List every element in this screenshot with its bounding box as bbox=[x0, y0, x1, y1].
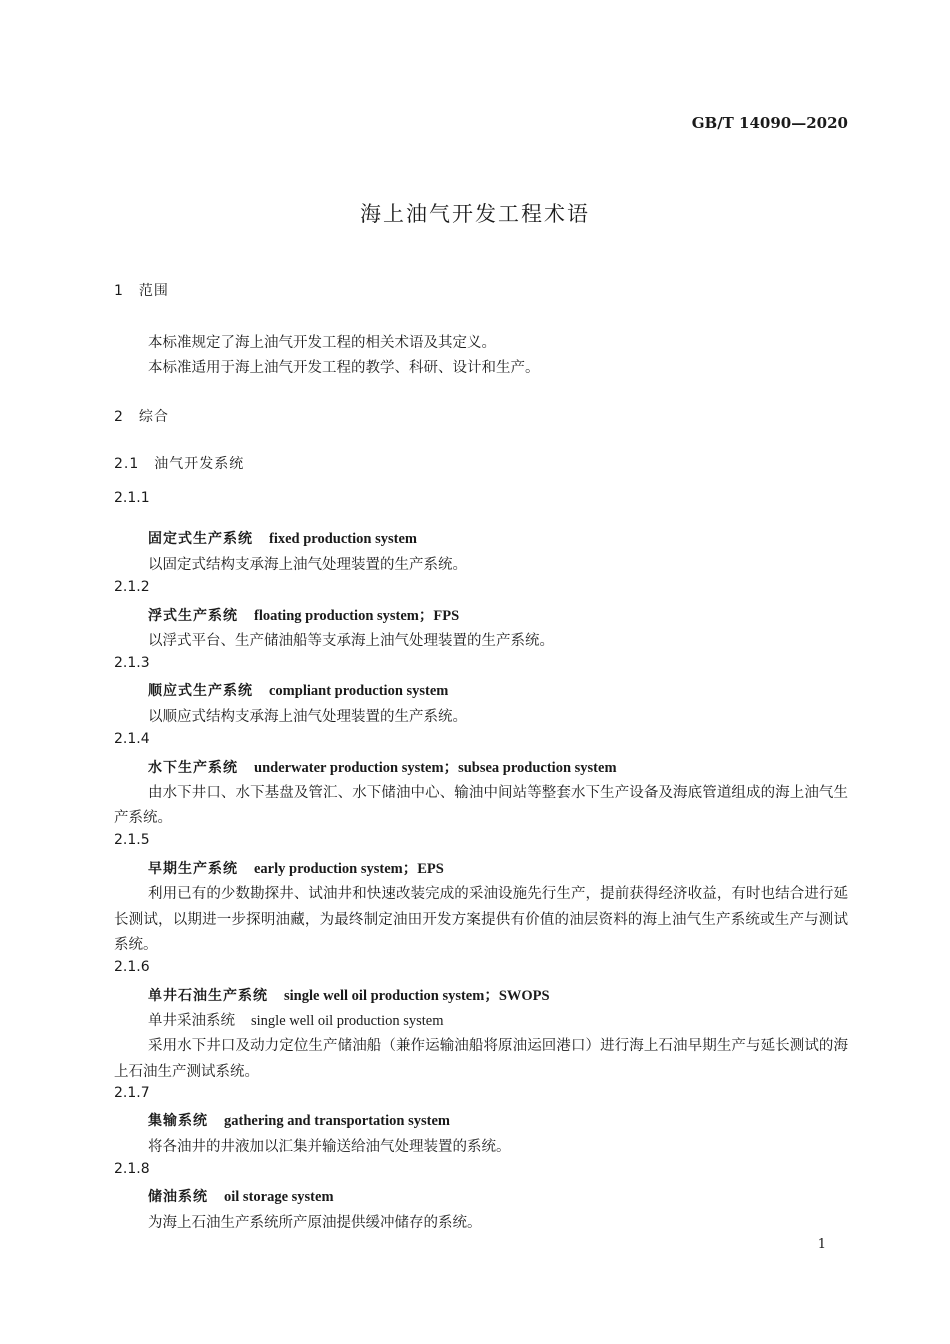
term-number: 2.1.1 bbox=[114, 490, 150, 506]
term-heading bbox=[148, 680, 448, 700]
term-zh: 水下生产系统 bbox=[148, 760, 238, 776]
term-number: 2.1.4 bbox=[114, 731, 150, 747]
term-number: 2.1.5 bbox=[114, 832, 150, 848]
term-zh: 单井石油生产系统 bbox=[148, 988, 268, 1004]
section-2-1-heading: 2.1 油气开发系统 bbox=[114, 456, 245, 472]
term-definition: 以固定式结构支承海上油气处理装置的生产系统。 bbox=[148, 557, 467, 573]
term-alternative bbox=[148, 1009, 444, 1030]
term-definition: 以浮式平台、生产储油船等支承海上油气处理装置的生产系统。 bbox=[148, 633, 554, 649]
section-1-heading: 1 范围 bbox=[114, 283, 169, 299]
term-heading bbox=[148, 528, 417, 548]
alt-term-zh: 单井采油系统 bbox=[148, 1013, 235, 1029]
term-number: 2.1.6 bbox=[114, 959, 150, 975]
term-zh: 浮式生产系统 bbox=[148, 608, 238, 624]
document-title: 海上油气开发工程术语 bbox=[360, 202, 590, 226]
term-number: 2.1.7 bbox=[114, 1085, 150, 1101]
term-heading bbox=[148, 604, 459, 625]
term-heading bbox=[148, 756, 617, 777]
section-1-paragraph: 本标准规定了海上油气开发工程的相关术语及其定义。 bbox=[148, 335, 496, 351]
term-number: 2.1.2 bbox=[114, 579, 150, 595]
term-definition: 将各油井的井液加以汇集并输送给油气处理装置的系统。 bbox=[148, 1139, 511, 1155]
term-zh: 早期生产系统 bbox=[148, 861, 238, 877]
term-definition: 由水下井口、水下基盘及管汇、水下储油中心、输油中间站等整套水下生产设备及海底管道组成的海上油气生产系统。 bbox=[114, 785, 848, 826]
term-heading bbox=[148, 1110, 450, 1130]
term-zh: 顺应式生产系统 bbox=[148, 683, 253, 699]
term-definition: 采用水下井口及动力定位生产储油船（兼作运输油船将原油运回港口）进行海上石油早期生产与延长测试的海上石油生产测试系统。 bbox=[114, 1038, 848, 1080]
term-heading bbox=[148, 857, 444, 878]
term-number: 2.1.3 bbox=[114, 655, 150, 671]
standard-code: GB/T 14090—2020 bbox=[691, 114, 848, 132]
page-number: 1 bbox=[817, 1237, 826, 1252]
section-1-paragraph: 本标准适用于海上油气开发工程的教学、科研、设计和生产。 bbox=[148, 360, 540, 376]
term-definition: 利用已有的少数勘探井、试油井和快速改装完成的采油设施先行生产，提前获得经济收益，有时也结合进行延长测试，以期进一步探明油藏，为最终制定油田开发方案提供有价值的油层资料的海上油气生产系统或生产与测试系统。 bbox=[114, 886, 848, 953]
term-en: gathering and transportation system bbox=[224, 1113, 450, 1129]
term-definition: 以顺应式结构支承海上油气处理装置的生产系统。 bbox=[148, 709, 467, 725]
term-definition: 为海上石油生产系统所产原油提供缓冲储存的系统。 bbox=[148, 1215, 482, 1231]
term-en: single well oil production system；SWOPS bbox=[284, 988, 550, 1004]
term-heading bbox=[148, 1186, 334, 1206]
term-zh: 集输系统 bbox=[148, 1113, 208, 1129]
term-zh: 储油系统 bbox=[148, 1189, 208, 1205]
term-en: oil storage system bbox=[224, 1189, 334, 1205]
term-en: floating production system；FPS bbox=[254, 608, 460, 624]
term-en: early production system；EPS bbox=[254, 861, 444, 877]
section-2-heading: 2 综合 bbox=[114, 409, 169, 425]
term-zh: 固定式生产系统 bbox=[148, 531, 253, 547]
term-en: underwater production system；subsea production system bbox=[254, 760, 617, 776]
term-en: compliant production system bbox=[269, 683, 449, 699]
term-heading bbox=[148, 984, 550, 1005]
term-number: 2.1.8 bbox=[114, 1161, 150, 1177]
term-en: fixed production system bbox=[269, 531, 417, 547]
alt-term-en: single well oil production system bbox=[251, 1013, 444, 1029]
